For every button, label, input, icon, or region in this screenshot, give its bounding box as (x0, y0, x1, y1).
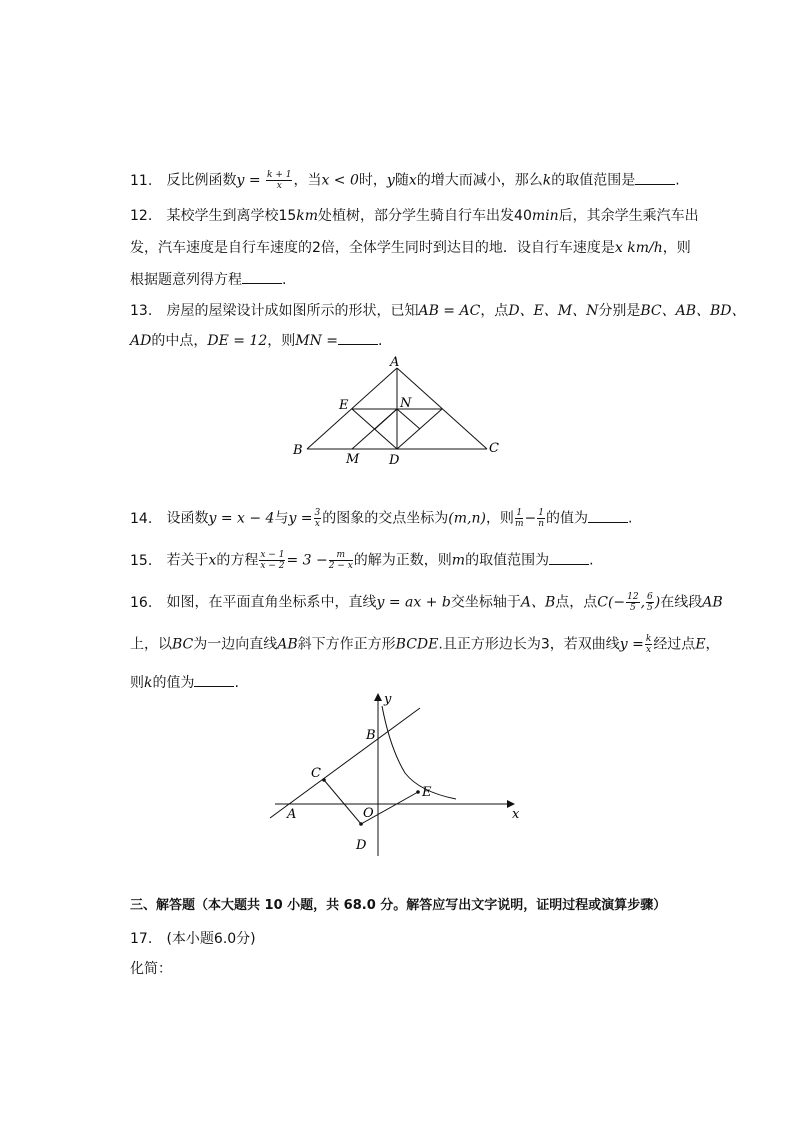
fraction: $\frac{1}{m}$ (514, 508, 524, 529)
segment-mid-left (375, 409, 397, 429)
question-16-line-2: 上，以BC为一边向直线AB斜下方作正方形BCDE.且正方形边长为3，若双曲线y = $\frac{k}{x}$ 经过点E， (130, 634, 720, 655)
question-15: 15. 若关于x的方程 $\frac{x - 1}{x - 2}$ = 3 − $\frac{m}{2 - x}$ 的解为正数，则m的取值范围为 . (130, 550, 594, 571)
fraction: $\frac{k}{x}$ (645, 634, 652, 655)
fraction: $\frac{m}{2 - x}$ (328, 550, 353, 571)
label-e: E (422, 785, 432, 800)
question-number: 17. (130, 931, 153, 947)
question-16-line-3: 则k的值为 . (130, 675, 239, 691)
fraction: $\frac{12}{5}$ (627, 592, 639, 613)
section-heading: 三、解答题（本大题共 10 小题，共 68.0 分。解答应写出文字说明，证明过程或演算步骤） (130, 898, 667, 913)
label-a: A (287, 807, 297, 822)
fraction: $\frac{x - 1}{x - 2}$ (260, 550, 285, 571)
question-17-text: 化简： (130, 961, 172, 977)
question-number: 13. (130, 303, 153, 319)
fraction: $\frac{6}{5}$ (647, 592, 653, 613)
question-number: 15. (130, 552, 153, 569)
label-b: B (366, 728, 376, 743)
label-y: y (384, 692, 392, 707)
question-meta: (本小题6.0分) (166, 931, 256, 947)
answer-blank (588, 510, 628, 523)
fraction: $\frac{3}{x}$ (314, 508, 321, 529)
point-d (359, 822, 363, 826)
question-number: 12. (130, 208, 153, 224)
line-ab (270, 708, 420, 818)
hyperbola (382, 706, 456, 799)
question-number: 14. (130, 510, 153, 527)
label-d: D (389, 453, 400, 468)
answer-blank (635, 172, 675, 185)
label-e: E (339, 398, 349, 413)
label-c: C (311, 766, 321, 781)
label-c: C (489, 441, 499, 456)
math-expr: y = (236, 172, 261, 189)
fraction: $\frac{1}{n}$ (538, 508, 544, 529)
question-13-line-2: AD的中点，DE = 12，则MN = . (130, 333, 383, 349)
answer-blank (338, 332, 378, 345)
point-c (322, 778, 326, 782)
label-a: A (390, 355, 400, 370)
question-text: 反比例函数 (166, 172, 237, 189)
label-d: D (356, 838, 367, 853)
point-e (416, 790, 420, 794)
answer-blank (242, 271, 282, 284)
label-o: O (363, 806, 374, 821)
answer-blank (194, 674, 234, 687)
question-14: 14. 设函数y = x − 4与y = $\frac{3}{x}$ 的图象的交点坐标为(m,n)，则 $\frac{1}{m}$ − $\frac{1}{n}$ 的值为 . (130, 508, 633, 529)
label-m: M (346, 452, 360, 467)
question-13: 13. 房屋的屋梁设计成如图所示的形状，已知AB = AC，点D、E、M、N分别是BC、AB、BD、 (130, 303, 746, 319)
question-17 (130, 929, 256, 949)
answer-blank (549, 552, 589, 565)
question-16: 16. 如图，在平面直角坐标系中，直线y = ax + b交坐标轴于A、B点，点C(− $\frac{12}{5}$ , $\frac{6}{5}$ )在线段AB (130, 592, 723, 613)
label-b: B (293, 443, 303, 458)
coordinate-figure (260, 688, 530, 863)
question-number: 11. (130, 172, 153, 189)
fraction: $\frac{k + 1}{x}$ (267, 170, 292, 191)
segment-n-right (397, 409, 420, 429)
roof-truss-figure (280, 355, 520, 470)
question-number: 16. (130, 594, 153, 611)
question-12: 12. 某校学生到离学校15km处植树，部分学生骑自行车出发40min后，其余学生乘汽车出 (130, 208, 699, 224)
label-x: x (512, 807, 520, 822)
question-12-line-2: 发，汽车速度是自行车速度的2倍，全体学生同时到达目的地．设自行车速度是x km/h，则 (130, 240, 691, 256)
label-n: N (400, 396, 412, 411)
question-12-line-3: 根据题意列得方程 . (130, 272, 287, 288)
question-11: 11. 反比例函数y = $\frac{k + 1}{x}$ ，当x < 0时，y随x的增大而减小，那么k的取值范围是 . (130, 170, 680, 191)
